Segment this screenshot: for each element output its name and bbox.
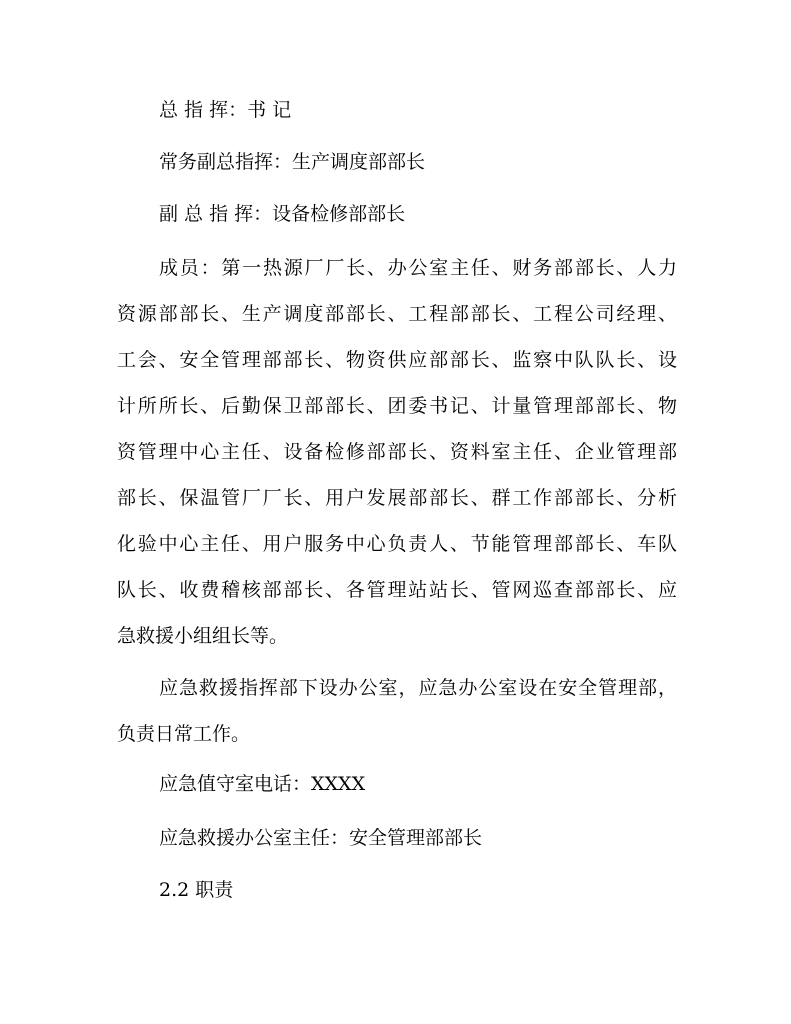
- section-heading: 2.2 职责: [159, 879, 234, 901]
- executive-deputy-line: 常务副总指挥：生产调度部部长: [159, 151, 426, 173]
- members-line-5: 资管理中心主任、设备检修部部长、资料室主任、企业管理部: [117, 441, 677, 463]
- members-line-2: 资源部部长、生产调度部部长、工程部部长、工程公司经理、: [117, 303, 677, 325]
- duty-phone-line: 应急值守室电话：XXXX: [159, 773, 366, 795]
- office-line-2: 负责日常工作。: [117, 723, 251, 745]
- members-line-8: 队长、收费稽核部部长、各管理站站长、管网巡查部部长、应: [117, 579, 677, 601]
- members-line-4: 计所所长、后勤保卫部部长、团委书记、计量管理部部长、物: [117, 395, 677, 417]
- members-line-6: 部长、保温管厂厂长、用户发展部部长、群工作部部长、分析: [117, 487, 677, 509]
- office-line-1: 应急救援指挥部下设办公室，应急办公室设在安全管理部，: [159, 677, 677, 699]
- members-line-1: 成员：第一热源厂厂长、办公室主任、财务部部长、人力: [159, 257, 677, 279]
- commander-line: 总 指 挥：书 记: [159, 99, 292, 121]
- office-director-line: 应急救援办公室主任：安全管理部部长: [159, 827, 483, 849]
- members-line-3: 工会、安全管理部部长、物资供应部部长、监察中队队长、设: [117, 349, 677, 371]
- members-line-9: 急救援小组组长等。: [117, 625, 289, 647]
- members-line-7: 化验中心主任、用户服务中心负责人、节能管理部部长、车队: [117, 533, 677, 555]
- deputy-commander-line: 副 总 指 挥：设备检修部部长: [159, 203, 406, 225]
